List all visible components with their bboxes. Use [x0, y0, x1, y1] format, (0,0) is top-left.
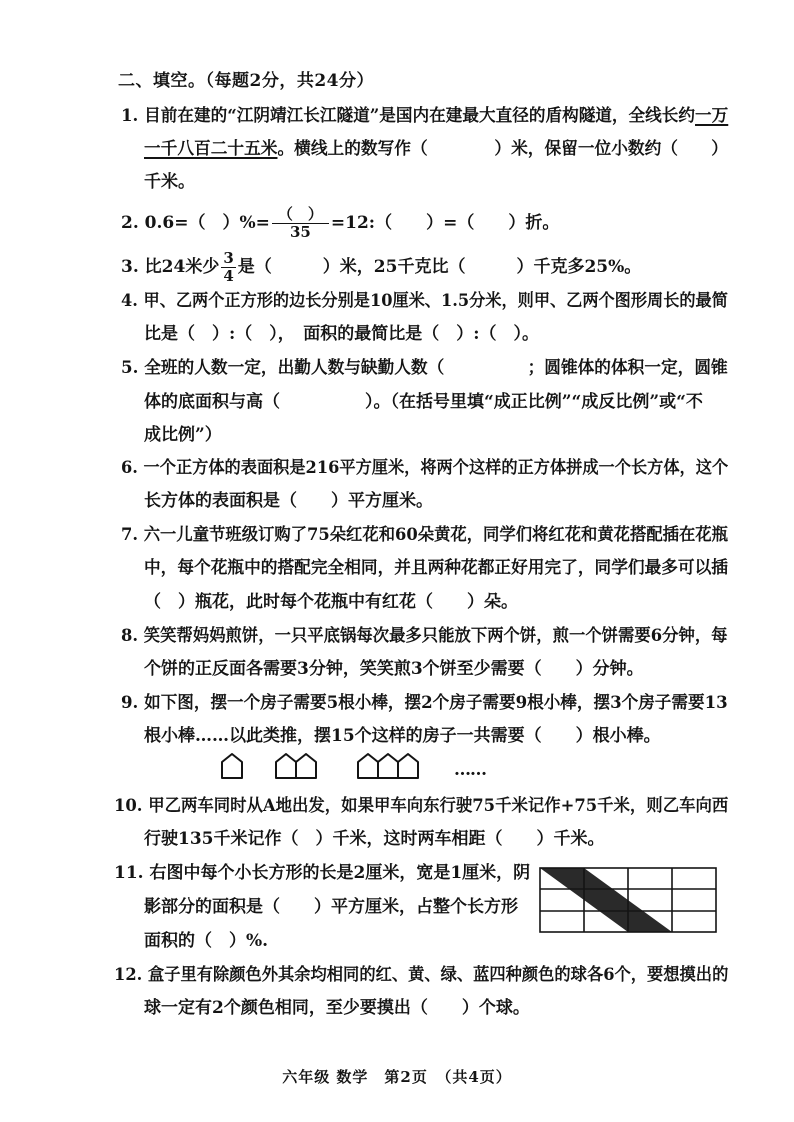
q10-line-2: 行驶135千米记作（ ）千米，这时两车相距（ ）千米。 — [144, 829, 605, 849]
q11-line-1 — [114, 861, 530, 885]
q4-line-2: 比是（ ）:（ ）， 面积的最简比是（ ）:（ ）。 — [144, 324, 540, 344]
q2-frac-top: （ ） — [272, 206, 329, 224]
q8-line-2: 个饼的正反面各需要3分钟，笑笑煎3个饼至少需要（ ）分钟。 — [144, 659, 644, 679]
q1-line-3: 千米。 — [144, 172, 195, 192]
q3-text-b: 是（ ）米，25千克比（ ）千克多25%。 — [237, 257, 642, 277]
q3-number: 3. — [121, 257, 139, 277]
q7-line-2: 中，每个花瓶中的搭配完全相同，并且两种花都正好用完了，同学们最多可以插 — [144, 558, 728, 578]
q7-line-1 — [121, 523, 728, 547]
house-row-3 — [358, 754, 418, 778]
q7-number: 7. — [121, 525, 139, 545]
q7-line-3: （ ）瓶花，此时每个花瓶中有红花（ ）朵。 — [144, 592, 518, 612]
q11-text-a: 右图中每个小长方形的长是2厘米，宽是1厘米，阴 — [149, 863, 531, 883]
shaded-triangle — [540, 868, 672, 932]
q5-text-a: 全班的人数一定，出勤人数与缺勤人数（ ；圆锥体的体积一定，圆锥 — [144, 358, 728, 378]
q3-frac-top: 3 — [223, 249, 234, 267]
page-footer: 六年级 数学 第2页 （共4页） — [282, 1068, 512, 1086]
house-row-2 — [276, 754, 316, 778]
q9-text-a: 如下图，摆一个房子需要5根小棒，摆2个房子需要9根小棒，摆3个房子需要13 — [144, 693, 728, 713]
q11-number: 11. — [114, 863, 144, 883]
shaded-rectangle-figure — [540, 868, 716, 934]
houses-ellipsis: …… — [454, 760, 486, 780]
section-title: 二、填空。（每题2分，共24分） — [118, 71, 374, 91]
q2-frac-bottom: 35 — [289, 223, 311, 241]
q9-number: 9. — [121, 693, 139, 713]
q2-line-1 — [121, 206, 559, 241]
q12-text-a: 盒子里有除颜色外其余均相同的红、黄、绿、蓝四种颜色的球各6个，要想摸出的 — [147, 965, 729, 985]
q8-text-a: 笑笑帮妈妈煎饼，一只平底锅每次最多只能放下两个饼，煎一个饼需要6分钟，每 — [143, 626, 728, 646]
q9-line-1 — [121, 691, 728, 715]
q1-text-b: 。横线上的数写作（ ）米，保留一位小数约（ ） — [277, 139, 728, 159]
q1-line-2 — [144, 137, 728, 161]
q10-line-1 — [114, 794, 728, 818]
q4-number: 4. — [121, 291, 138, 311]
q2-text-b: =12:（ ）=（ ）折。 — [330, 213, 560, 233]
q3-frac-bottom: 4 — [223, 267, 234, 285]
q3-line-1 — [121, 250, 641, 285]
q6-text-a: 一个正方体的表面积是216平方厘米，将两个这样的正方体拼成一个长方体，这个 — [143, 458, 729, 478]
q1-underlined-a: 一万 — [695, 106, 729, 126]
q2-fraction — [272, 206, 329, 241]
q8-line-1 — [121, 624, 728, 648]
q1-line-1 — [121, 104, 728, 128]
q4-text-a: 甲、乙两个正方形的边长分别是10厘米、1.5分米，则甲、乙两个图形周长的最简 — [143, 291, 728, 311]
q1-text-a: 目前在建的“江阴靖江长江隧道”是国内在建最大直径的盾构隧道，全线长约 — [144, 106, 696, 126]
q1-number: 1. — [121, 106, 139, 126]
q5-line-3: 成比例”） — [144, 425, 222, 445]
q12-line-2: 球一定有2个颜色相同，至少要摸出（ ）个球。 — [144, 998, 530, 1018]
q7-text-a: 六一儿童节班级订购了75朵红花和60朵黄花，同学们将红花和黄花搭配插在花瓶 — [143, 525, 728, 545]
q12-number: 12. — [114, 965, 143, 985]
q3-fraction — [221, 250, 235, 285]
q11-line-3: 面积的（ ）%. — [144, 931, 269, 951]
q5-line-1 — [121, 356, 728, 380]
q8-number: 8. — [121, 626, 139, 646]
q5-number: 5. — [121, 358, 139, 378]
q2-text-a: 0.6=（ ）%= — [144, 213, 270, 233]
q6-line-2: 长方体的表面积是（ ）平方厘米。 — [144, 491, 433, 511]
q4-line-1 — [121, 289, 728, 313]
q5-line-2: 体的底面积与高（ ）。（在括号里填“成正比例”“成反比例”或“不 — [144, 392, 703, 412]
q10-text-a: 甲乙两车同时从A地出发，如果甲车向东行驶75千米记作+75千米，则乙车向西 — [148, 796, 729, 816]
q11-line-2: 影部分的面积是（ ）平方厘米，占整个长方形 — [144, 897, 518, 917]
q1-underlined-b: 一千八百二十五米 — [144, 139, 278, 159]
q6-line-1 — [121, 456, 728, 480]
q9-line-2: 根小棒……以此类推，摆15个这样的房子一共需要（ ）根小棒。 — [144, 726, 661, 746]
q2-number: 2. — [121, 213, 139, 233]
q12-line-1 — [114, 963, 728, 987]
q10-number: 10. — [114, 796, 143, 816]
house-1 — [222, 754, 242, 778]
q6-number: 6. — [121, 458, 138, 478]
q3-text-a: 比24米少 — [144, 257, 220, 277]
